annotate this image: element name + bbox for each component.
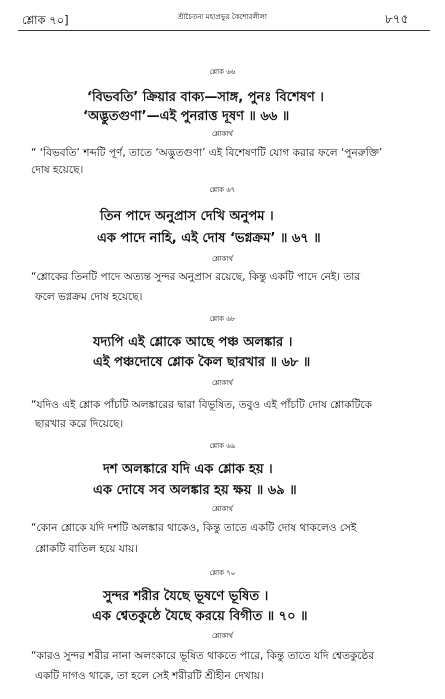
verse-70-translation-line-2: একটি দাগও থাকে, তা হলে সেই শরীরটি শ্রীহীন দেখায়। [35, 670, 264, 682]
verse-68-line-2: এই পঞ্চদোষে শ্লোক কৈল ছারখার ॥ ৬৮ ॥ [93, 355, 311, 370]
verse-66-translation-line-2: দোষ হয়েছে। [31, 164, 84, 176]
verse-69-translation-line-1: “কোন শ্লোকে যদি দশটি অলঙ্কার থাকেও, কিন্তু তাতে একটি দোষ থাকলেও সেই [31, 522, 357, 534]
verse-67-translation-line-1: “শ্লোকের তিনটি পাদে অত্যন্ত সুন্দর অনুপ্রাস রয়েছে, কিন্তু একটি পাদে নেই। তার [31, 271, 361, 283]
verse-68-heading: শ্লোক ৬৮ [209, 315, 236, 323]
verse-70-line-1: সুন্দর শরীর যৈছে ভূষণে ভূষিত । [103, 589, 269, 604]
verse-66-line-2: ‘অদ্ভুতগুণা’—এই পুনরাত্ত দূষণ ॥ ৬৬ ॥ [83, 109, 290, 124]
verse-67-translation-heading: শ্লোকার্থ [212, 255, 233, 263]
verse-67-line-2: এক পাদে নাহি, এই দোষ ‘ভগ্নক্রম’ ॥ ৬৭ ॥ [97, 231, 321, 246]
verse-68-translation-line-2: ছারখার করে দিয়েছে। [35, 418, 124, 430]
verse-70-heading: শ্লোক ৭০ [209, 569, 236, 577]
verse-69-line-1: দশ অলঙ্কারে যদি এক শ্লোক হয় । [103, 462, 273, 477]
verse-70-line-2: এক শ্বেতকুষ্ঠে যৈছে করয়ে বিগীত ॥ ৭০ ॥ [92, 609, 308, 624]
verse-66-heading: শ্লোক ৬৬ [209, 68, 236, 76]
verse-68-translation-heading: শ্লোকার্থ [212, 379, 233, 387]
verse-68-translation-line-1: “যদিও এই শ্লোক পাঁচটি অলঙ্কারের দ্বারা বিভূষিত, তবুও এই পাঁচটি দোষ শ্লোকটিকে [31, 399, 372, 411]
header-verse-range: শ্লোক ৭০] [22, 13, 69, 27]
header-rule [18, 30, 430, 31]
verse-69-line-2: এক দোষে সব অলঙ্কার হয় ক্ষয় ॥ ৬৯ ॥ [93, 483, 297, 498]
header-chapter-title: শ্রীচৈতন্য মহাপ্রভুর কৈশোরলীলা [178, 13, 267, 21]
verse-69-translation-heading: শ্লোকার্থ [212, 505, 233, 513]
verse-66-translation-line-1: “ ‘বিভবতি’ শব্দটি পূর্ণ, তাতে ‘অদ্ভুতগুণা’ এই বিশেষণটি যোগ করার ফলে ‘পুনরুক্তি’ [31, 147, 383, 159]
header-page-number: ৮৭৫ [385, 12, 409, 26]
verse-66-translation-heading: শ্লোকার্থ [212, 130, 233, 138]
verse-67-translation-line-2: ফলে ভগ্নক্রম দোষ হয়েছে। [35, 291, 143, 303]
verse-67-line-1: তিন পাদে অনুপ্রাস দেখি অনুপম । [100, 209, 274, 224]
verse-70-translation-line-1: “কারও সুন্দর শরীর নানা অলংকারে ভূষিত থাকতে পারে, কিন্তু তাতে যদি শ্বেতকুষ্ঠের [31, 650, 375, 662]
verse-69-translation-line-2: শ্লোকটি বাতিল হয়ে যায়। [35, 543, 138, 555]
verse-68-line-1: যদ্যপি এই শ্লোকে আছে পঞ্চ অলঙ্কার । [93, 335, 293, 350]
verse-66-line-1: ‘বিভবতি’ ক্রিয়ার বাক্য—সাঙ্গ, পুনঃ বিশেষণ । [87, 90, 324, 105]
verse-70-translation-heading: শ্লোকার্থ [212, 632, 233, 640]
verse-69-heading: শ্লোক ৬৯ [209, 442, 236, 450]
verse-67-heading: শ্লোক ৬৭ [209, 186, 236, 194]
